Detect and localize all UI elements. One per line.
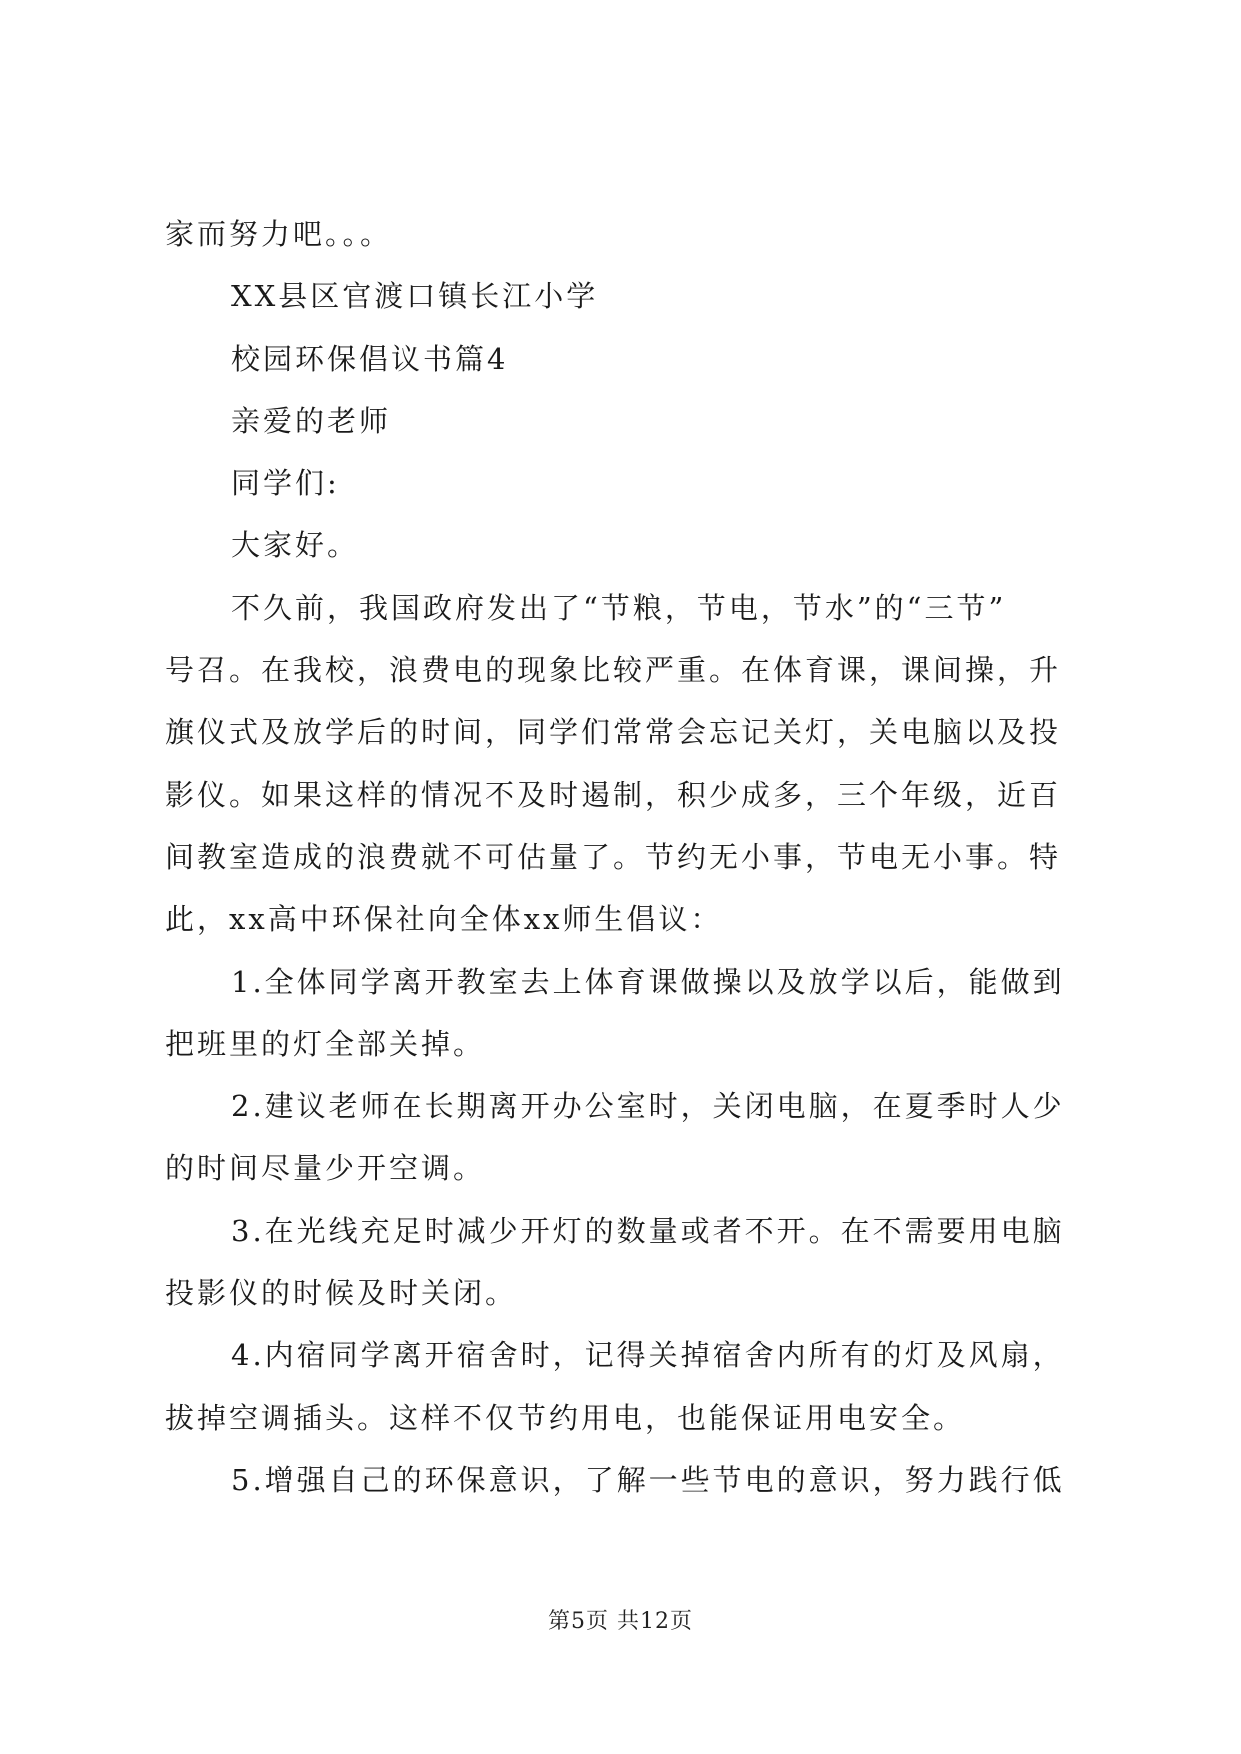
text-line: 1.全体同学离开教室去上体育课做操以及放学以后，能做到	[231, 964, 1065, 999]
text-line: 校园环保倡议书篇4	[231, 341, 509, 376]
text-line: 拔掉空调插头。这样不仅节约用电，也能保证用电安全。	[165, 1400, 966, 1435]
text-line: 的时间尽量少开空调。	[165, 1151, 486, 1186]
text-line: 家而努力吧。。。	[165, 217, 393, 251]
document-body	[165, 203, 1085, 1511]
text-line: 不久前，我国政府发出了“节粮，节电，节水”的“三节”	[231, 590, 1007, 625]
text-line: 旗仪式及放学后的时间，同学们常常会忘记关灯，关电脑以及投	[165, 715, 1062, 750]
text-line: 影仪。如果这样的情况不及时遏制，积少成多，三个年级，近百	[165, 777, 1062, 812]
text-line: 号召。在我校，浪费电的现象比较严重。在体育课，课间操，升	[165, 653, 1062, 688]
page-footer: 第5页 共12页	[548, 1609, 693, 1634]
text-line: 投影仪的时候及时关闭。	[165, 1276, 518, 1311]
text-line: 此，xx高中环保社向全体xx师生倡议：	[165, 902, 723, 937]
text-line: 把班里的灯全部关掉。	[165, 1026, 486, 1061]
text-line: XX县区官渡口镇长江小学	[231, 279, 599, 314]
text-line: 间教室造成的浪费就不可估量了。节约无小事，节电无小事。特	[165, 839, 1062, 874]
text-line: 亲爱的老师	[231, 403, 392, 438]
text-line: 5.增强自己的环保意识，了解一些节电的意识，努力践行低	[231, 1462, 1065, 1497]
text-line: 4.内宿同学离开宿舍时，记得关掉宿舍内所有的灯及风扇，	[231, 1338, 1065, 1373]
text-line: 大家好。	[231, 528, 360, 563]
text-line: 2.建议老师在长期离开办公室时，关闭电脑，在夏季时人少	[231, 1089, 1065, 1124]
text-line: 3.在光线充足时减少开灯的数量或者不开。在不需要用电脑	[231, 1213, 1065, 1248]
text-line: 同学们:	[231, 466, 340, 501]
